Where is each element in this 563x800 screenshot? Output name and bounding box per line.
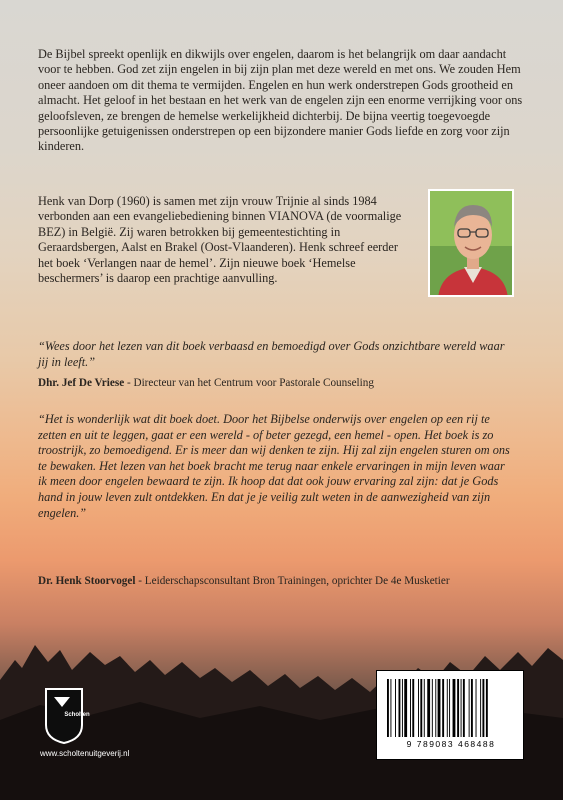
- barcode-bar: [469, 679, 470, 737]
- barcode-bar: [449, 679, 450, 737]
- quote-2-text: “Het is wonderlijk wat dit boek doet. Door het Bijbelse onderwijs over engelen op een rij te zetten en uit te leggen, gaat er een wereld - of beter gezegd, een hemel - open. Het boek is zo troostrijk, zo bemoedigend. Er is meer dan wij denken te zijn. Hij zal zijn engelen sturen om ons te bewaken. Het lezen van het boek bracht me terug naar enkele ervaringen in mijn leven waar ik meen door engelen bewaard te zijn. Ik hoop dat dat ook jouw ervaring zal zijn: dat je Gods hand in jouw leven zult ontdekken. En dat je je veilig zult weten in de aanwezigheid van zijn engelen.”: [38, 412, 510, 520]
- quote-1-attribution: [38, 376, 374, 390]
- barcode-bar: [447, 679, 448, 737]
- barcode-bar: [438, 679, 441, 737]
- barcode-bar: [457, 679, 459, 737]
- isbn-number: 9 789083 468488: [406, 739, 496, 749]
- quote-2-role: - Leiderschapsconsultant Bron Trainingen, oprichter De 4e Musketier: [135, 575, 450, 587]
- barcode-bar: [427, 679, 430, 737]
- barcode-bar: [461, 679, 462, 737]
- barcode-bar: [404, 679, 407, 737]
- barcode-bar: [453, 679, 456, 737]
- barcode-bar: [482, 679, 484, 737]
- barcode-bar: [402, 679, 403, 737]
- author-photo: [428, 189, 514, 297]
- quote-1-name: Dhr. Jef De Vriese: [38, 377, 125, 389]
- quote-2-name: Dr. Henk Stoorvogel: [38, 575, 136, 587]
- barcode-bar: [395, 679, 396, 737]
- barcode-bar: [463, 679, 465, 737]
- barcode-bar: [471, 679, 473, 737]
- barcode-bars: [385, 679, 515, 737]
- barcode-bar: [418, 679, 419, 737]
- barcode-bar: [442, 679, 444, 737]
- quote-2-attribution: [38, 574, 450, 588]
- barcode-bar: [480, 679, 481, 737]
- quote-1-text: “Wees door het lezen van dit boek verbaasd en bemoedigd over Gods onzichtbare wereld waar jij in leeft.”: [38, 339, 505, 369]
- barcode-bar: [435, 679, 436, 737]
- barcode-bar: [420, 679, 422, 737]
- isbn-barcode: [376, 670, 524, 760]
- quote-1-role: - Directeur van het Centrum voor Pastorale Counseling: [124, 377, 374, 389]
- barcode-bar: [399, 679, 401, 737]
- barcode-bar: [390, 679, 391, 737]
- publisher-website: www.scholtenuitgeverij.nl: [40, 749, 130, 758]
- barcode-bar: [387, 679, 389, 737]
- publisher-logo-text: Scholten: [64, 712, 90, 718]
- barcode-bar: [476, 679, 477, 737]
- author-bio: Henk van Dorp (1960) is samen met zijn vrouw Trijnie al sinds 1984 verbonden aan een evangeliebediening binnen VIANOVA (de voormalige BEZ) in België. Zij waren betrokken bij gemeentestichting in Geraardsbergen, Aalst en Brakel (Oost-Vlaanderen). Henk schreef eerder het boek ‘Verlangen naar de hemel’. Zijn nieuwe boek ‘Hemelse beschermers’ is daarop een prachtige aanvulling.: [38, 194, 402, 286]
- barcode-bar: [410, 679, 411, 737]
- barcode-bar: [424, 679, 425, 737]
- barcode-bar: [412, 679, 414, 737]
- barcode-bar: [432, 679, 433, 737]
- intro-paragraph: De Bijbel spreekt openlijk en dikwijls over engelen, daarom is het belangrijk om daar aandacht voor te hebben. God zet zijn engelen in bij zijn plan met deze wereld en met ons. We zouden Hem oneer aandoen om dit thema te vermijden. Engelen en hun werk onderstrepen Gods grootheid en almacht. Het geloof in het bestaan en het werk van de engelen zijn een enorme verrijking voor ons geloofsleven, ze brengen de hemelse werkelijkheid dichterbij. De bijna veertig toegevoegde persoonlijke getuigenissen onderstrepen op een bijzondere manier Gods liefde en zorg voor zijn kinderen.: [38, 47, 523, 154]
- barcode-bar: [486, 679, 488, 737]
